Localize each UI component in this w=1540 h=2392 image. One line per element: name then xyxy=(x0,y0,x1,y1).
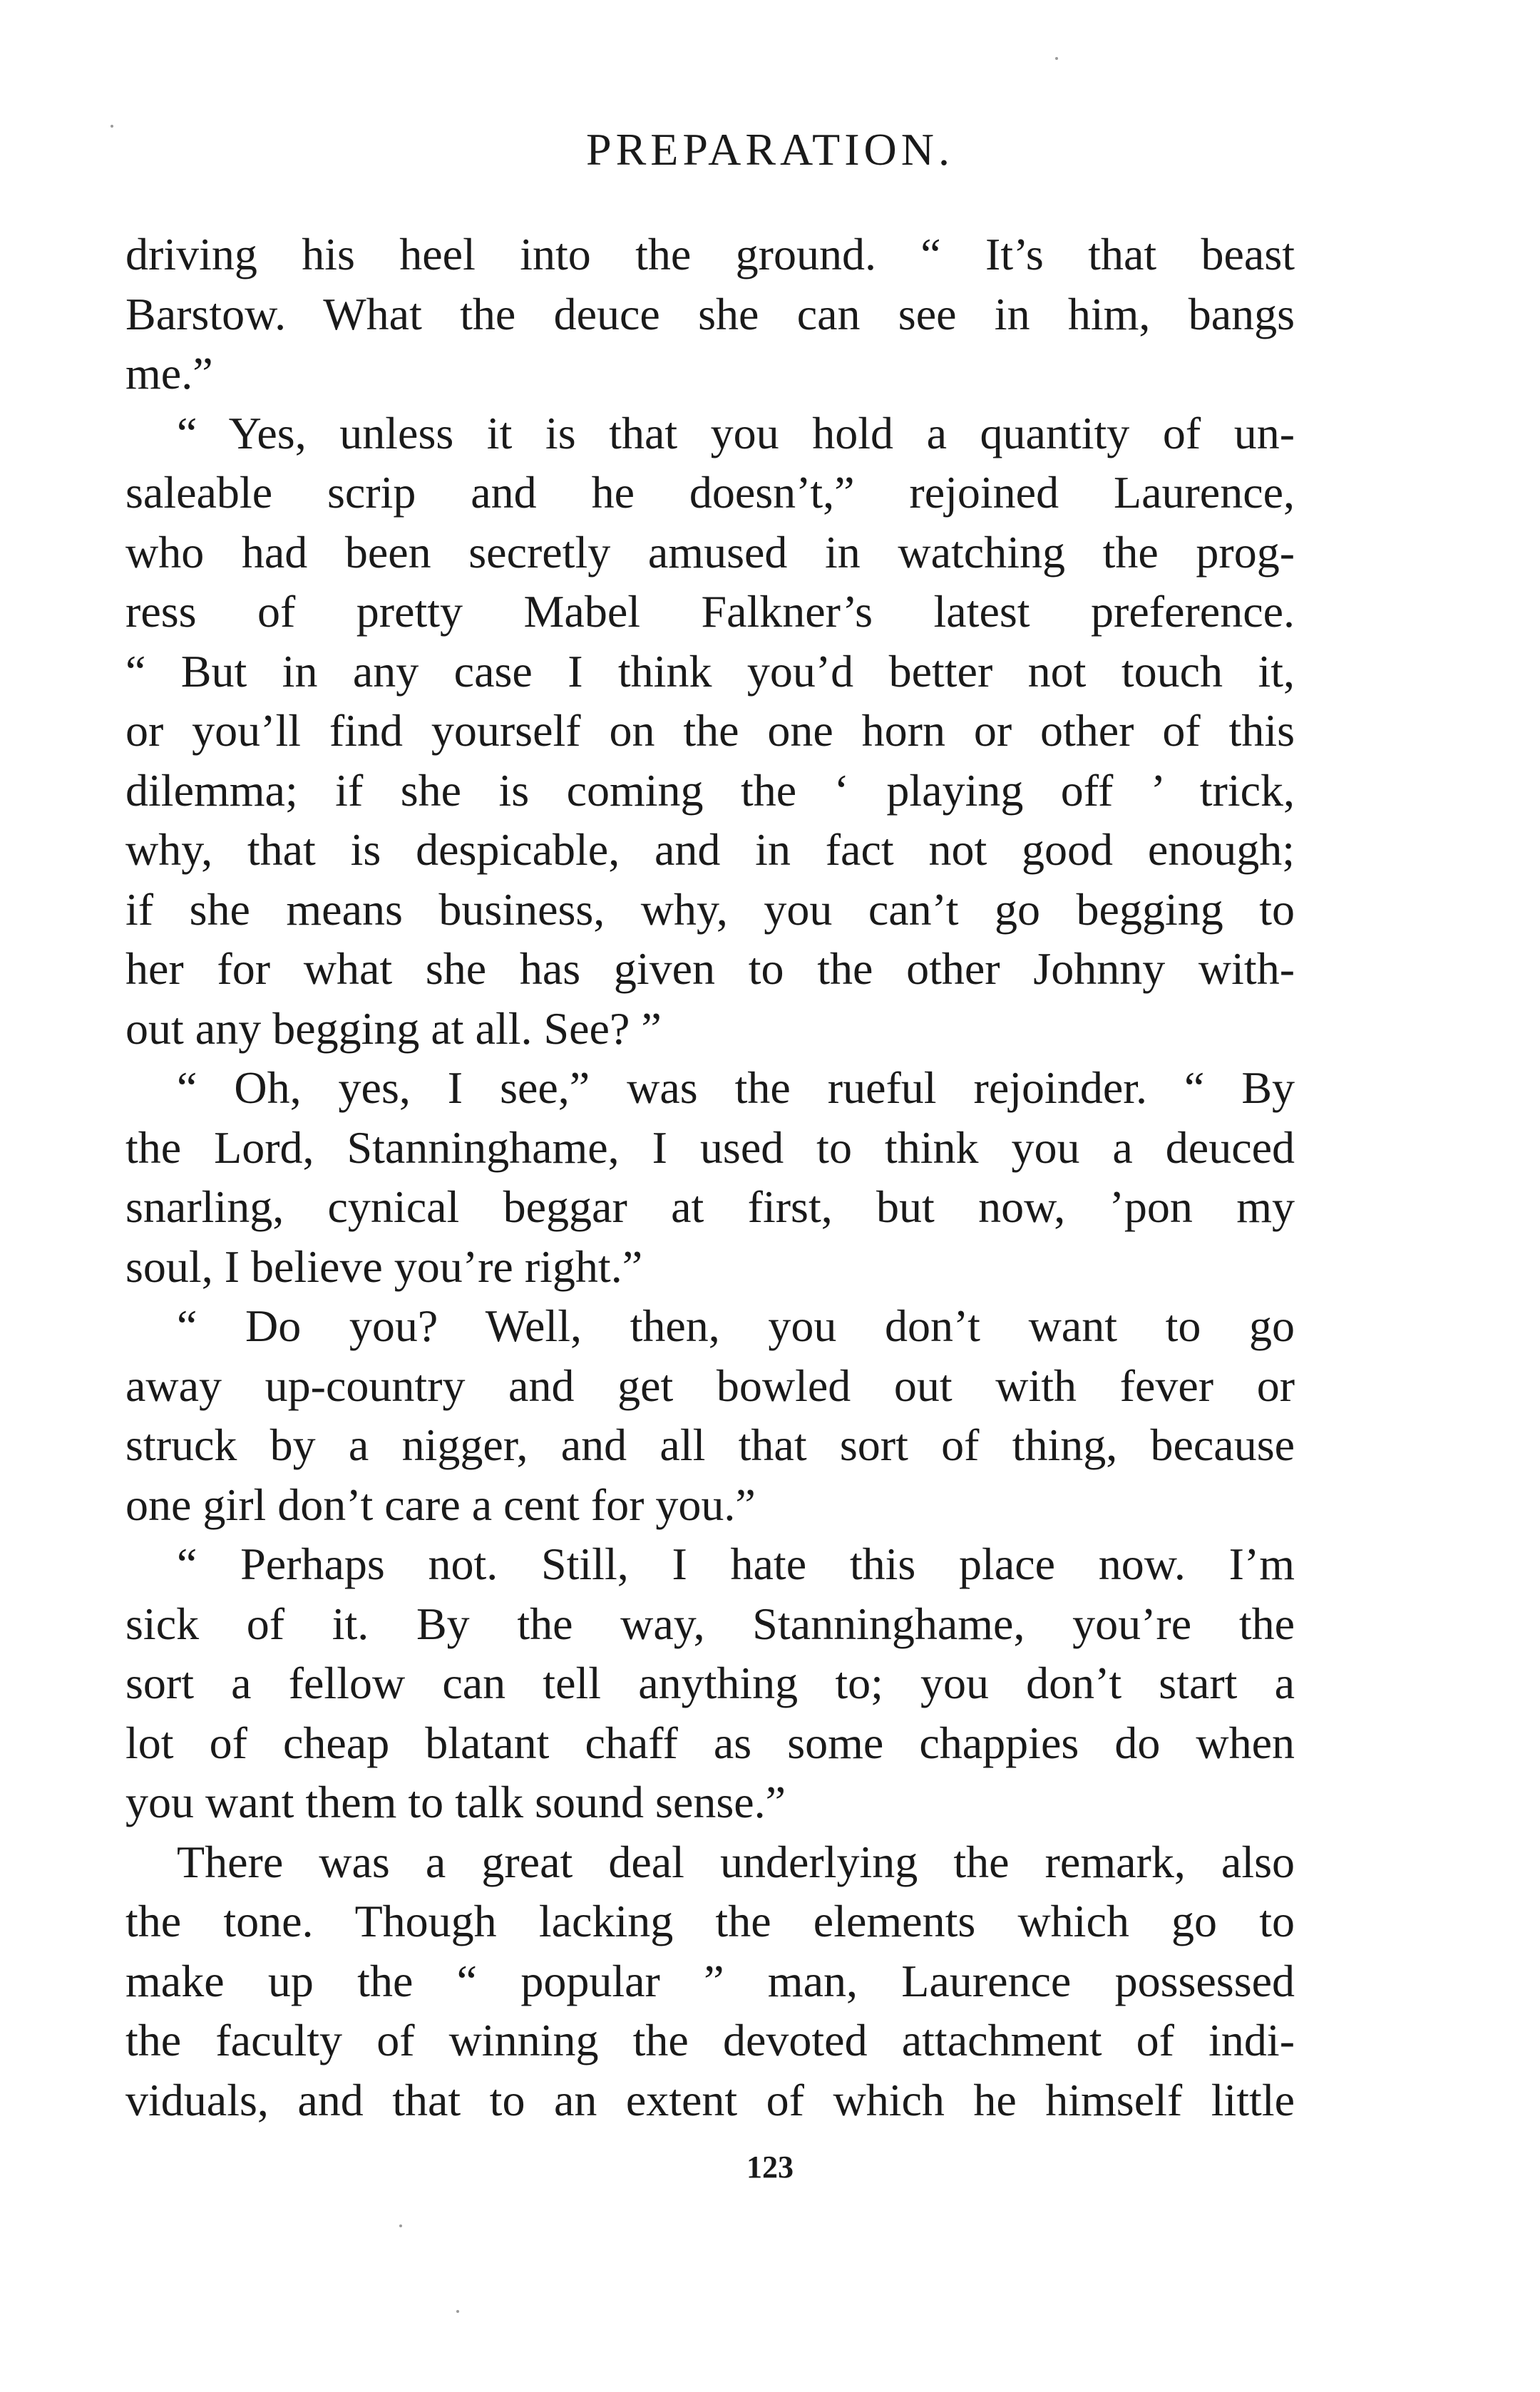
text-line: snarling, cynical beggar at first, but now, ’pon my xyxy=(125,1181,1295,1232)
text-line: ress of pretty Mabel Falkner’s latest preference. xyxy=(125,586,1295,637)
page-number: 123 xyxy=(746,2150,794,2185)
text-line: “ But in any case I think you’d better not touch it, xyxy=(125,645,1295,697)
paper-speck xyxy=(399,2224,402,2227)
text-line: her for what she has given to the other Johnny with- xyxy=(125,943,1295,994)
text-line: “ Yes, unless it is that you hold a quantity of un- xyxy=(177,407,1295,458)
running-head: PREPARATION. xyxy=(586,124,954,175)
body-text xyxy=(125,225,1295,2130)
text-line: make up the “ popular ” man, Laurence possessed xyxy=(125,1955,1295,2006)
text-line: Barstow. What the deuce she can see in him, bangs xyxy=(125,288,1295,339)
text-line: you want them to talk sound sense.” xyxy=(125,1777,786,1827)
text-line: driving his heel into the ground. “ It’s that beast xyxy=(125,229,1295,279)
text-line: saleable scrip and he doesn’t,” rejoined Laurence, xyxy=(125,467,1295,518)
paper-speck xyxy=(456,2310,459,2313)
text-line: viduals, and that to an extent of which he himself little xyxy=(125,2074,1295,2125)
text-line: “ Perhaps not. Still, I hate this place now. I’m xyxy=(177,1539,1295,1589)
text-line: away up-country and get bowled out with fever or xyxy=(125,1360,1295,1411)
text-line: me.” xyxy=(125,348,213,399)
text-line: sort a fellow can tell anything to; you don’t start a xyxy=(125,1658,1295,1708)
text-line: struck by a nigger, and all that sort of thing, because xyxy=(125,1420,1295,1470)
text-line: out any begging at all. See? ” xyxy=(125,1002,662,1054)
text-line: lot of cheap blatant chaff as some chappies do when xyxy=(125,1717,1295,1768)
text-line: or you’ll find yourself on the one horn or other of this xyxy=(125,705,1295,756)
text-line: if she means business, why, you can’t go begging to xyxy=(125,883,1295,935)
text-line: the Lord, Stanninghame, I used to think you a deuced xyxy=(125,1121,1295,1173)
text-line: the tone. Though lacking the elements which go to xyxy=(125,1896,1295,1946)
text-line: “ Oh, yes, I see,” was the rueful rejoinder. “ By xyxy=(177,1062,1295,1113)
text-line: dilemma; if she is coming the ‘ playing off ’ trick, xyxy=(125,764,1295,816)
paper-speck xyxy=(1055,57,1058,60)
text-line: soul, I believe you’re right.” xyxy=(125,1241,643,1292)
text-line: “ Do you? Well, then, you don’t want to go xyxy=(177,1300,1295,1351)
text-line: the faculty of winning the devoted attachment of indi- xyxy=(125,2015,1295,2065)
text-line: why, that is despicable, and in fact not good enough; xyxy=(125,824,1295,875)
text-line: There was a great deal underlying the remark, also xyxy=(177,1836,1295,1887)
text-line: one girl don’t care a cent for you.” xyxy=(125,1479,756,1530)
paper-speck xyxy=(111,125,113,128)
text-line: sick of it. By the way, Stanninghame, you’re the xyxy=(125,1598,1295,1649)
text-line: who had been secretly amused in watching the prog- xyxy=(125,526,1295,578)
